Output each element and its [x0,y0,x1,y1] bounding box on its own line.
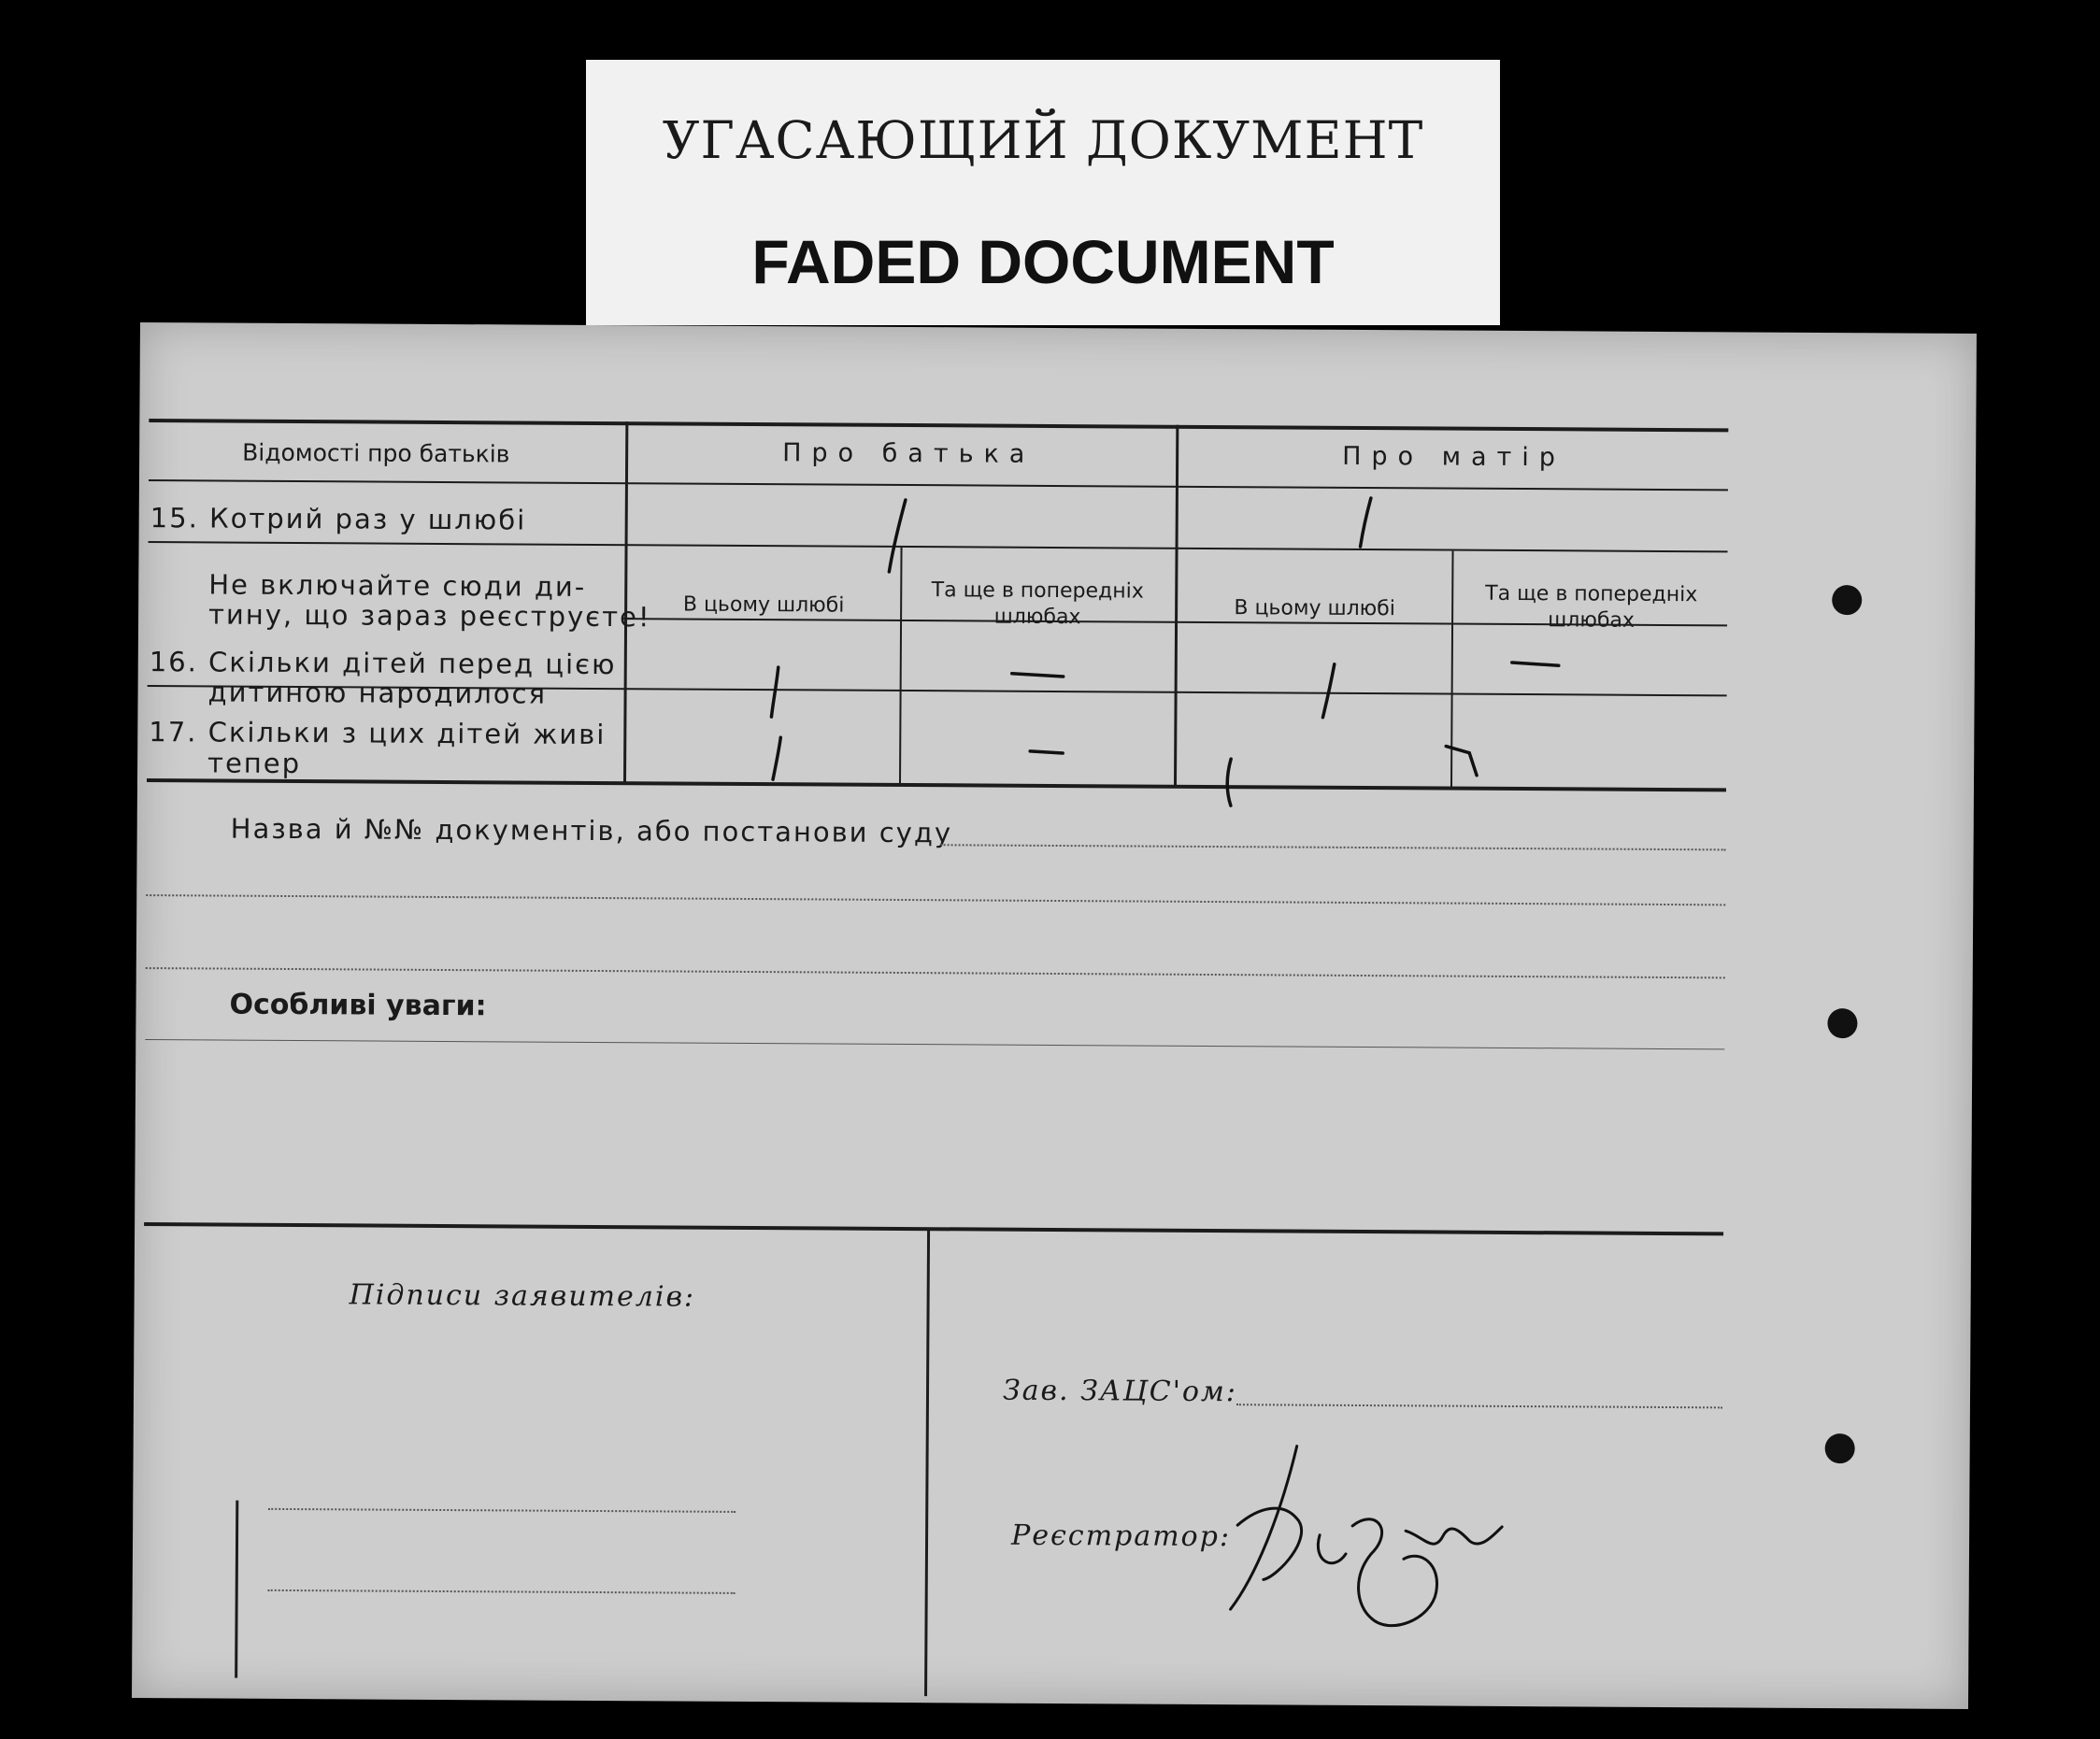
documents-label: Назва й №№ документів, або постанови суду [230,812,953,849]
father-prev-marriages-header: Та ще в попередніх шлюбах [931,578,1144,630]
father-born-prev-mark [1012,674,1064,677]
notice-title-ru: УГАСАЮЩИЙ ДОКУМЕНТ [662,110,1424,170]
row15-label: 15. Котрий раз у шлюбі [150,502,527,536]
father-alive-prev-mark [1030,751,1063,753]
row16-line2: дитиною народилося [207,676,548,710]
registrar-signature [1231,1446,1503,1626]
mother-born-prev-mark [1512,663,1559,665]
birth-record-form [132,322,1977,1709]
row17-line2: тепер [207,747,302,780]
mother-prev-marriages-header: Та ще в попередніх шлюбах [1485,581,1698,633]
mother-alive-prev-mark [1446,747,1477,776]
applicants-signatures-label: Підписи заявителів: [349,1278,696,1314]
row17-line1: 17. Скільки з цих дітей живі [149,716,607,751]
father-this-marriage-header: В цьому шлюбі [682,592,845,618]
notice-title-en: FADED DOCUMENT [751,227,1335,296]
registrar-label: Реєстратор: [1010,1518,1232,1554]
faded-document-notice [586,60,1500,325]
mother-born-this-mark [1322,664,1334,718]
mother-this-marriage-header: В цьому шлюбі [1234,596,1395,621]
head-zags-label: Зав. ЗАЦС'ом: [1002,1374,1238,1409]
binder-hole-middle [1827,1008,1857,1038]
father-born-this-mark [771,667,778,717]
father-marriage-mark [889,500,905,572]
binder-hole-bottom [1825,1433,1855,1463]
mother-marriage-mark [1361,498,1371,547]
row16-line1: 16. Скільки дітей перед цією [149,646,617,681]
note-line2: тину, що зараз реєструєте! [207,598,651,634]
father-alive-this-mark [773,737,780,779]
header-about-father: Про батька [782,438,1036,469]
mother-alive-this-mark [1227,759,1231,805]
header-parents-info: Відомості про батьків [242,438,510,468]
header-about-mother: Про матір [1342,441,1566,473]
remarks-label: Особливі уваги: [229,988,487,1023]
note-line1: Не включайте сюди ди- [208,568,587,603]
binder-hole-top [1832,585,1862,615]
